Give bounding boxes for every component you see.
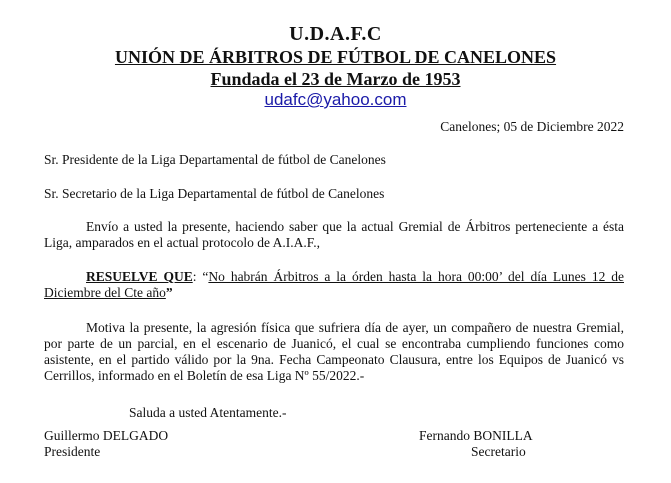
closing-salutation: Saluda a usted Atentamente.- (129, 405, 287, 420)
resolution-close-quote: ” (165, 285, 173, 300)
organization-name: UNIÓN DE ÁRBITROS DE FÚTBOL DE CANELONES (114, 47, 557, 67)
resolution-separator: : “ (192, 269, 209, 284)
signature-left-role: Presidente (44, 444, 101, 459)
contact-email-link[interactable]: udafc@yahoo.com (264, 90, 407, 109)
intro-paragraph: Envío a usted la presente, haciendo saber que la actual Gremial de Árbitros perteneciente a ésta Liga, amparados en el actual protocolo de A.I.A.F., (44, 219, 624, 250)
letter-date: Canelones; 05 de Diciembre 2022 (440, 119, 624, 134)
motive-paragraph: Motiva la presente, la agresión física que sufriera día de ayer, un compañero de nuestra Gremial, por parte de un parcial, en el escenario de Juanicó, el cual se encontraba cumpliendo funciones como asistente, en el partido válido por la 9na. Fecha Campeonato Clausura, entre los Equipos de Juanicó vs Cerrillos, informado en el Boletín de esa Liga Nº 55/2022.- (44, 320, 624, 383)
signature-left-name: Guillermo DELGADO (44, 428, 169, 443)
recipient-secretary: Sr. Secretario de la Liga Departamental de fútbol de Canelones (44, 186, 385, 201)
organization-acronym: U.D.A.F.C (289, 23, 382, 45)
resolution-label: RESUELVE QUE (86, 269, 193, 284)
signature-right-name: Fernando BONILLA (419, 428, 533, 443)
resolution-text: No habrán Árbitros a la órden hasta la hora 00:00’ del día Lunes 12 de Diciembre del Cte año (44, 269, 624, 300)
letterhead (0, 22, 671, 110)
signature-right-role: Secretario (471, 444, 526, 459)
resolution-paragraph (44, 269, 624, 301)
recipient-president: Sr. Presidente de la Liga Departamental de fútbol de Canelones (44, 152, 386, 167)
founding-date: Fundada el 23 de Marzo de 1953 (210, 69, 461, 89)
